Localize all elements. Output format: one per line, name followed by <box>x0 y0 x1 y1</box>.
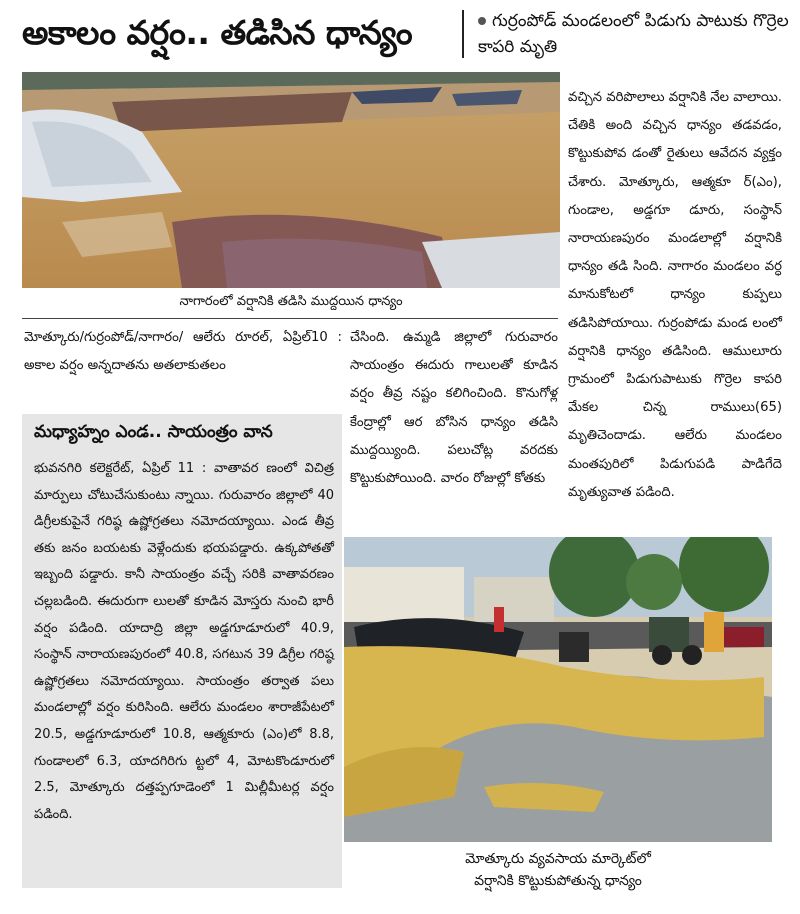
photo2-caption-line1: మోత్కూరు వ్యవసాయ మార్కెట్‌లో <box>465 851 651 867</box>
article-col2: చేసింది. ఉమ్మడి జిల్లాలో గురువారం సాయంత్రం ఈదురు గాలులతో కూడిన వర్షం తీవ్ర నష్టం కలిగించింది. కొనుగోళ్ల కేంద్రాల్లో ఆర బోసిన ధాన్యం తడిసి ముద్దయ్యింది. పలుచోట్ల వరదకు కొట్టుకుపోయింది. వారం రోజుల్లో కోతకు <box>350 330 558 487</box>
subheadline <box>478 8 794 60</box>
weather-box-text: భువనగిరి కలెక్టరేట్‌, ఏప్రిల్‌ 11 : వాతావర ణంలో విచిత్ర మార్పులు చోటుచేసుకుంటు న్నాయి. గురువారం జిల్లాలో 40 డిగ్రీలకుపైనే గరిష్ఠ ఉష్ణోగ్రతలు నమోదయ్యాయి. ఎండ తీవ్ర తకు జనం బయటకు వెళ్లేందుకు భయపడ్డారు. ఉక్కపోతతో ఇబ్బంది పడ్డారు. కానీ సాయంత్రం వచ్చే సరికి వాతావరణం చల్లబడింది. ఈదురుగా లులతో కూడిన మోస్తరు నుంచి భారీ వర్షం పడింది. యాదాద్రి జిల్లా అడ్డగూడూరులో 40.9, సంస్థాన్‌ నారాయణపురంలో 40.8, సగటున 39 డిగ్రీల గరిష్ఠ ఉష్ణోగ్రతలు నమోదయ్యాయి. సాయంత్రం తర్వాత పలు మండలాల్లో వర్షం కురిసింది. ఆలేరు మండలం శారాజీపేటలో 20.5, అడ్డగూడూరులో 10.8, ఆత్మకూరు (ఎం)లో 8.8, గుండాలలో 6.3, యాదగిరిగు ట్టలో 4, మోటకొండూరులో 2.5, మోత్కూరు దత్తప్పగూడెంలో 1 మిల్లీమీటర్ల వర్షం పడింది. <box>34 461 334 822</box>
photo2-caption-line2: వర్షానికి కొట్టుకుపోతున్న ధాన్యం <box>474 873 642 889</box>
photo-market-mothkur <box>344 537 772 842</box>
photo-wet-grain-nagaram <box>22 72 560 288</box>
photo1-caption: నాగారంలో వర్షానికి తడిసి ముద్దయిన ధాన్యం <box>179 294 403 309</box>
bullet-icon <box>478 17 486 25</box>
article-col3: వచ్చిన వరిపొలాలు వర్షానికి నేల వాలాయి. చేతికి అంది వచ్చిన ధాన్యం తడవడం, కొట్టుకుపోవ డంతో రైతులు ఆవేదన వ్యక్తం చేశారు. మోత్కూరు, ఆత్మకూ ర్‌(ఎం), గుండాల, అడ్డగూ డూరు, సంస్థాన్‌ నారాయణపురం మండలాల్లో వర్షానికి ధాన్యం తడి సింది. నాగారం మండలం వర్ధ మానుకోటలో ధాన్యం కుప్పలు తడిసిపోయాయి. గుర్రంపోడు మండ లంలో వర్షానికి ధాన్యం తడిసింది. ఆములూరు గ్రామంలో పిడుగుపాటుకు గొర్రెల కాపరి మేకల చిన్న రాములు(65) మృతిచెందాడు. ఆలేరు మండలం మంతపురిలో పిడుగుపడి పాడిగేదె మృత్యువాత పడింది. <box>568 90 782 500</box>
photo-wet-grain-nagaram-image <box>22 72 560 288</box>
caption-rule <box>22 318 558 319</box>
subheadline-text: గుర్రంపోడ్‌ మండలంలో పిడుగు పాటుకు గొర్రెల కాపరి మృతి <box>478 11 789 57</box>
article-col1: మోత్కూరు/గుర్రంపోడ్‌/నాగారం/ ఆలేరు రూరల్‌, ఏప్రిల్‌10 : అకాల వర్షం అన్నదాతను అతలాకుతలం <box>24 330 342 374</box>
weather-box <box>22 414 342 888</box>
weather-box-heading: మధ్యాహ్నం ఎండ.. సాయంత్రం వాన <box>34 422 273 442</box>
photo-market-mothkur-image <box>344 537 772 842</box>
photo2-caption <box>344 848 772 892</box>
headline-divider <box>462 10 464 58</box>
headline: అకాలం వర్షం.. తడిసిన ధాన్యం <box>22 13 413 52</box>
